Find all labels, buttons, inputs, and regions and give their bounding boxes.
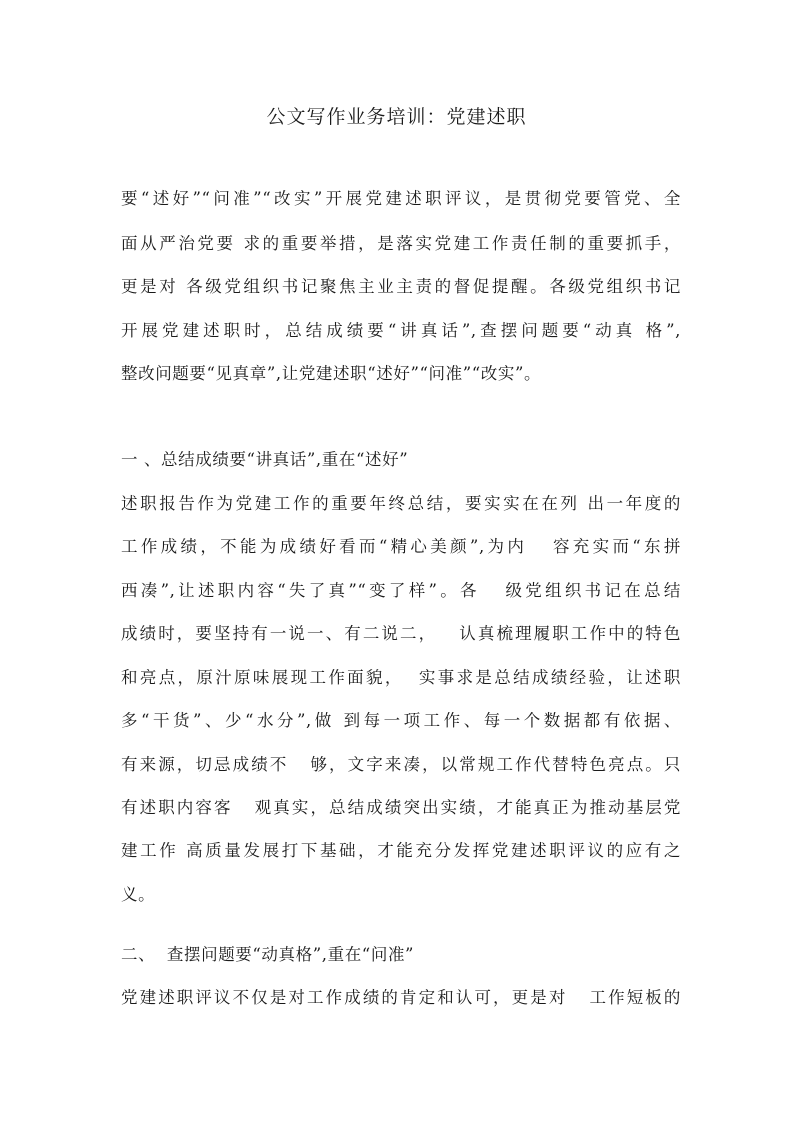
section1-heading: 一 、总结成绩要“讲真话”,重在“述好” xyxy=(121,450,409,469)
intro-line: 整改问题要“见真章”,让党建述职“述好”“问准”“改实”。 xyxy=(121,364,542,383)
section2-line: 党建述职评议不仅是对工作成绩的肯定和认可，更是对 工作短板的 xyxy=(121,988,681,1007)
section1-line: 西凑”,让述职内容“失了真”“变了样”。各 级党组织书记在总结 xyxy=(121,581,681,600)
intro-line: 面从严治党要 求的重要举措，是落实党建工作责任制的重要抓手， xyxy=(121,234,681,253)
section1-line: 建工作 高质量发展打下基础，才能充分发挥党建述职评议的应有之 xyxy=(121,841,681,860)
intro-line: 更是对 各级党组织书记聚焦主业主责的督促提醒。各级党组织书记 xyxy=(121,277,681,296)
document-title: 公文写作业务培训：党建述职 xyxy=(266,106,527,128)
intro-line: 开展党建述职时，总结成绩要“讲真话”,查摆问题要“动真 格”, xyxy=(121,321,681,340)
intro-line: 要“述好”“问准”“改实”开展党建述职评议，是贯彻党要管党、全 xyxy=(121,189,681,208)
section1-line: 和亮点，原汁原味展现工作面貌， 实事求是总结成绩经验，让述职 xyxy=(121,668,681,687)
section2-heading: 二、 查摆问题要“动真格”,重在“问准” xyxy=(121,945,415,964)
section1-line: 工作成绩，不能为成绩好看而“精心美颜”,为内 容充实而“东拼 xyxy=(121,537,681,556)
section1-line: 有来源，切忌成绩不 够，文字来凑，以常规工作代替特色亮点。只 xyxy=(121,755,681,774)
section1-line: 义。 xyxy=(121,885,156,904)
section1-line: 述职报告作为党建工作的重要年终总结，要实实在在列 出一年度的 xyxy=(121,494,681,513)
section1-line: 多“干货”、少“水分”,做 到每一项工作、每一个数据都有依据、 xyxy=(121,711,681,730)
section1-line: 有述职内容客 观真实，总结成绩突出实绩，才能真正为推动基层党 xyxy=(121,798,681,817)
section1-line: 成绩时，要坚持有一说一、有二说二， 认真梳理履职工作中的特色 xyxy=(121,624,681,643)
